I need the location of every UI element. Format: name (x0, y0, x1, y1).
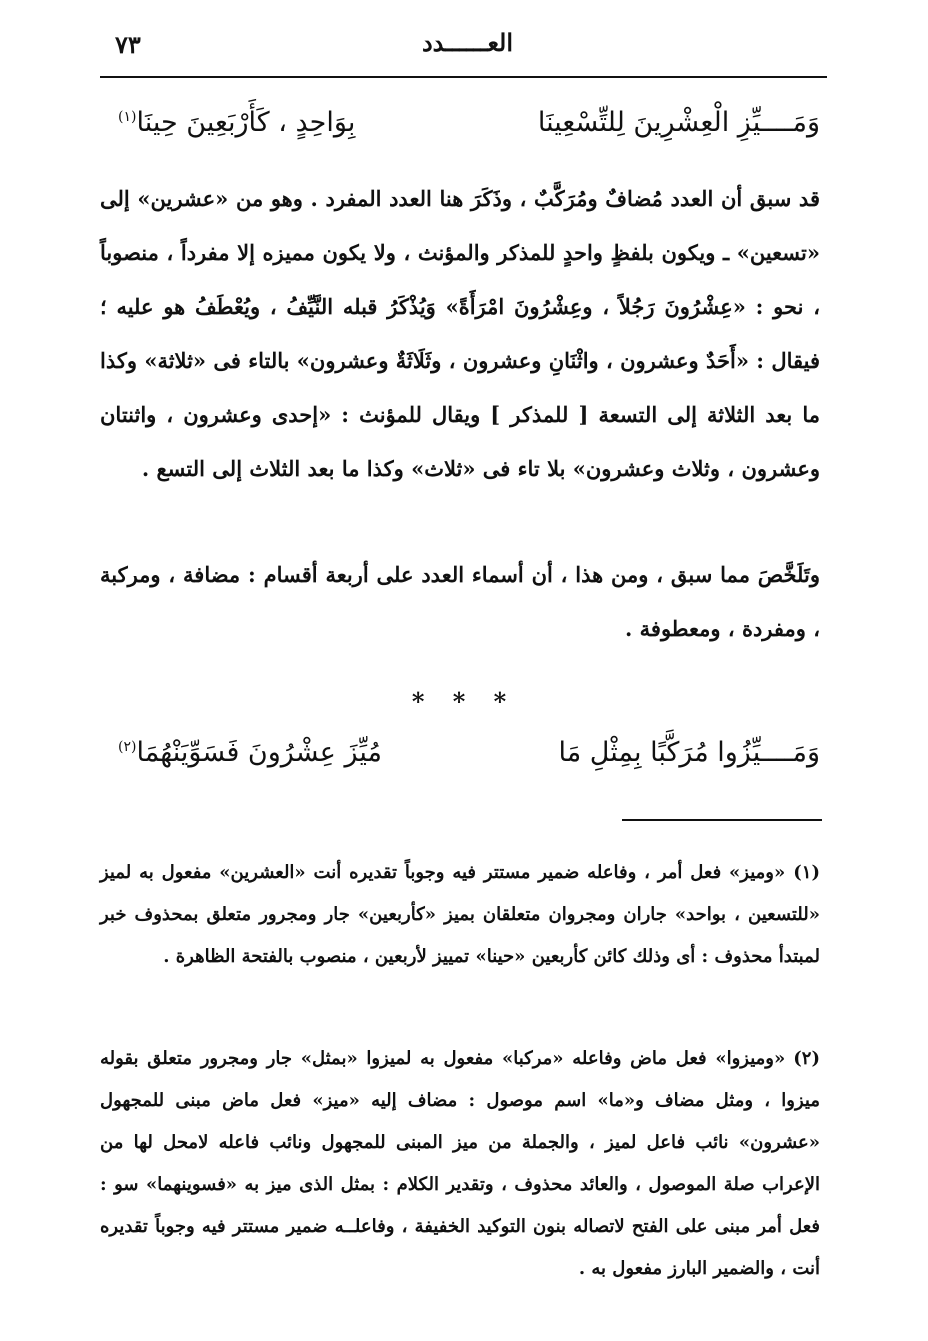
footnote-2 (100, 1038, 820, 1290)
verse-1 (118, 104, 820, 142)
verse-2-left-hemistich (118, 734, 382, 772)
footnote-ref-2: (٢) (118, 739, 137, 755)
paragraph-2: وتَلَخَّصَ مما سبق ، ومن هذا ، أن أسماء العدد على أربعة أقسام : مضافة ، ومركبة ، ومفردة ، ومعطوفة . (100, 562, 820, 641)
page-number: ٧٣ (115, 30, 141, 59)
verse-1-right-hemistich: وَمَــــيِّزِ الْعِشْرِينَ لِلتِّسْعِينَا (537, 107, 820, 138)
verse-1-left-text: بِوَاحِدٍ ، كَأَرْبَعِينَ حِينَا (136, 107, 356, 138)
verse-1-left-hemistich (118, 104, 355, 142)
footnote-1-text: «وميز» فعل أمر ، وفاعله ضمير مستتر فيه وجوباً تقديره أنت «العشرين» مفعول به لميز «للتسعين ، بواحد» جاران ومجروان متعلقان بميز «كأربعين» جار ومجرور متعلق بمحذوف خبر لمبتدأ محذوف : أى وذلك كائن كأربعين «حينا» تمييز لأربعين ، منصوب بالفتحة الظاهرة . (100, 862, 820, 967)
running-title: العــــــدد (421, 28, 514, 57)
footnote-2-number: (٢) (793, 1048, 820, 1069)
footnote-rule (622, 819, 822, 821)
verse-2-right-hemistich: وَمَــــيِّزُوا مُرَكَّبًا بِمِثْلِ مَا (558, 737, 820, 768)
footnote-1-number: (١) (793, 862, 820, 883)
verse-2 (118, 734, 820, 772)
footnote-ref-1: (١) (118, 109, 137, 125)
paragraph-1: قد سبق أن العدد مُضافٌ ومُرَكَّبٌ ، وذَكَرَ هنا العدد المفرد . وهو من «عشرين» إلى «تسعين» ـ ويكون بلفظٍ واحدٍ للمذكر والمؤنث ، ولا يكون مميزه إلا مفرداً ، منصوباً ، نحو : «عِشْرُونَ رَجُلاً ، وعِشْرُونَ امْرَأَةً» وَيُذْكَرُ قبله النَّيِّفُ ، ويُعْطَفُ هو عليه ؛ فيقال : «أَحَدٌ وعشرون ، واثْنَانِ وعشرون ، وثَلَاثَةٌ وعشرون» بالتاء فى «ثلاثة» وكذا ما بعد الثلاثة إلى التسعة [ للمذكر ] ويقال للمؤنث : «إحدى وعشرون ، واثنتان وعشرون ، وثلاث وعشرون» بلا تاء فى «ثلاث» وكذا ما بعد الثلاث إلى التسع . (100, 186, 820, 481)
section-separator: * * * (411, 687, 517, 716)
footnote-2-text: «وميزوا» فعل ماض وفاعله «مركبا» مفعول به لميزوا «بمثل» جار ومجرور متعلق بقوله ميزوا ، ومثل مضاف و«ما» اسم موصول : مضاف إليه «ميز» فعل ماض مبنى للمجهول «عشرون» نائب فاعل لميز ، والجملة من ميز المبنى للمجهول ونائب فاعله لامحل لها من الإعراب صلة الموصول ، والعائد محذوف ، وتقدير الكلام : بمثل الذى ميز به «فسوينهما» سو : فعل أمر مبنى على الفتح لاتصاله بنون التوكيد الخفيفة ، وفاعلــه ضمير مستتر فيه وجوباً تقديره أنت ، والضمير البارز مفعول به . (100, 1048, 820, 1279)
verse-2-left-text: مُيِّزَ عِشْرُونَ فَسَوِّيَنْهُمَا (136, 737, 382, 768)
footnote-1 (100, 852, 820, 978)
header-rule (100, 76, 827, 78)
page-header (115, 28, 820, 68)
